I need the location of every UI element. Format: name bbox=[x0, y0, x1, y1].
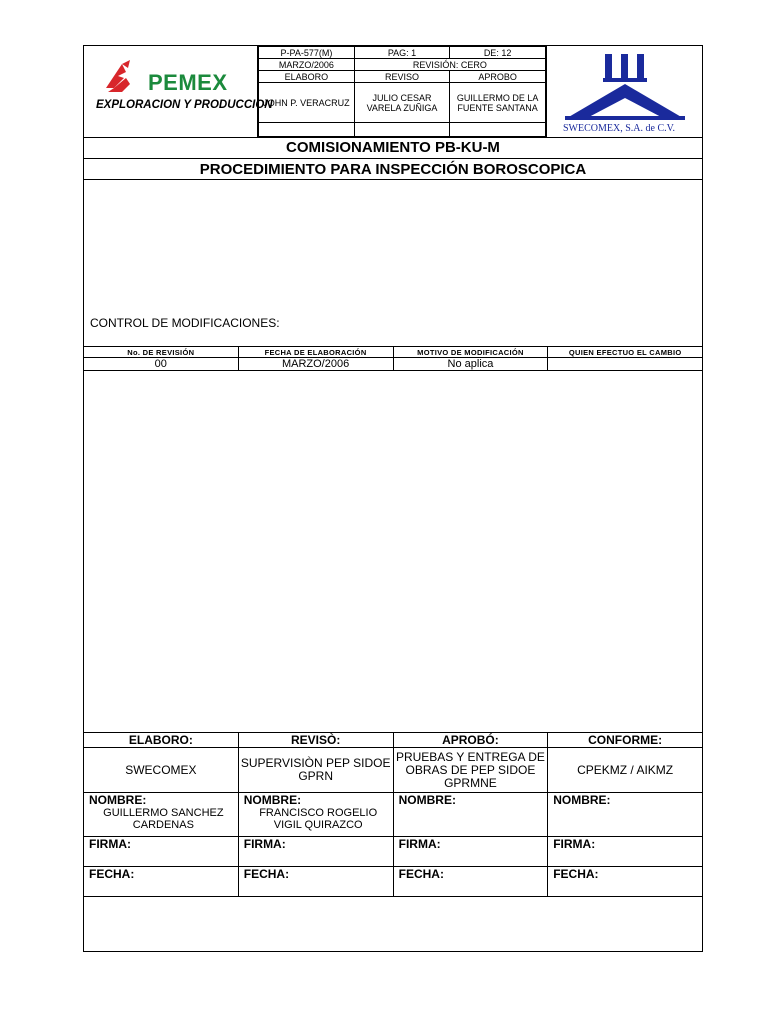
mods-header: QUIEN EFECTUO EL CAMBIO bbox=[548, 347, 703, 358]
doc-revision: REVISIÓN: CERO bbox=[354, 59, 545, 71]
pemex-brand-name: PEMEX bbox=[148, 70, 228, 95]
pemex-logo bbox=[84, 46, 273, 137]
col-reviso: REVISO bbox=[354, 71, 449, 83]
firma-label: FIRMA: bbox=[238, 837, 393, 867]
reviso-name: JULIO CESAR VARELA ZUÑIGA bbox=[354, 83, 449, 122]
page-total: DE: 12 bbox=[450, 47, 546, 59]
nombre-label: NOMBRE: bbox=[398, 793, 456, 807]
sig-name-cell bbox=[84, 793, 239, 837]
mods-cell-date: MARZO/2006 bbox=[238, 358, 393, 371]
sig-name-cell bbox=[548, 793, 703, 837]
sig-name: FRANCISCO ROGELIO VIGIL QUIRAZCO bbox=[259, 807, 378, 831]
blank-cell bbox=[259, 122, 355, 136]
mods-cell-reason: No aplica bbox=[393, 358, 548, 371]
sig-name-cell bbox=[238, 793, 393, 837]
sig-header-conforme: CONFORME: bbox=[548, 733, 703, 748]
document-subtitle: PROCEDIMIENTO PARA INSPECCIÓN BOROSCOPICA bbox=[84, 158, 702, 180]
table-row bbox=[84, 358, 703, 371]
col-aprobo: APROBO bbox=[450, 71, 546, 83]
mods-header: FECHA DE ELABORACIÓN bbox=[238, 347, 393, 358]
fecha-label: FECHA: bbox=[393, 867, 548, 897]
fecha-label: FECHA: bbox=[238, 867, 393, 897]
sig-entity: SUPERVISIÒN PEP SIDOE GPRN bbox=[238, 748, 393, 793]
col-elaboro: ELABORO bbox=[259, 71, 355, 83]
mods-cell-author bbox=[548, 358, 703, 371]
elaboro-name: JOHN P. VERACRUZ bbox=[259, 83, 355, 122]
blank-cell bbox=[354, 122, 449, 136]
document-info-table bbox=[258, 46, 546, 137]
mods-header: No. DE REVISIÓN bbox=[84, 347, 239, 358]
fecha-label: FECHA: bbox=[548, 867, 703, 897]
doc-date: MARZO/2006 bbox=[259, 59, 355, 71]
blank-cell bbox=[450, 122, 546, 136]
sig-entity: CPEKMZ / AIKMZ bbox=[548, 748, 703, 793]
firma-label: FIRMA: bbox=[393, 837, 548, 867]
signatures-table bbox=[83, 732, 703, 897]
nombre-label: NOMBRE: bbox=[243, 793, 302, 807]
modifications-label: CONTROL DE MODIFICACIONES: bbox=[90, 316, 280, 330]
page-number: PAG: 1 bbox=[354, 47, 449, 59]
sig-header-reviso: REVISÒ: bbox=[238, 733, 393, 748]
doc-code: P-PA-577(M) bbox=[259, 47, 355, 59]
mods-cell-revision: 00 bbox=[84, 358, 239, 371]
document-header bbox=[84, 46, 702, 137]
nombre-label: NOMBRE: bbox=[89, 793, 147, 807]
fecha-label: FECHA: bbox=[84, 867, 239, 897]
aprobo-name: GUILLERMO DE LA FUENTE SANTANA bbox=[450, 83, 546, 122]
firma-label: FIRMA: bbox=[548, 837, 703, 867]
pemex-brand-subtitle: EXPLORACION Y PRODUCCION bbox=[96, 99, 273, 111]
document-page bbox=[83, 45, 703, 952]
pemex-eagle-icon bbox=[102, 58, 144, 98]
modifications-table bbox=[83, 346, 703, 371]
sig-entity: SWECOMEX bbox=[84, 748, 239, 793]
sig-entity: PRUEBAS Y ENTREGA DE OBRAS DE PEP SIDOE GPRMNE bbox=[393, 748, 548, 793]
sig-name: GUILLERMO SANCHEZ CARDENAS bbox=[103, 807, 224, 831]
firma-label: FIRMA: bbox=[84, 837, 239, 867]
sig-name-cell bbox=[393, 793, 548, 837]
sig-header-elaboro: ELABORO: bbox=[84, 733, 239, 748]
swecomex-emblem-icon bbox=[563, 52, 687, 122]
sig-header-aprobo: APROBÓ: bbox=[393, 733, 548, 748]
mods-header: MOTIVO DE MODIFICACIÓN bbox=[393, 347, 548, 358]
nombre-label: NOMBRE: bbox=[553, 793, 611, 807]
document-title: COMISIONAMIENTO PB-KU-M bbox=[84, 137, 702, 158]
swecomex-logo bbox=[546, 46, 702, 137]
swecomex-name: SWECOMEX, S.A. de C.V. bbox=[563, 123, 676, 134]
